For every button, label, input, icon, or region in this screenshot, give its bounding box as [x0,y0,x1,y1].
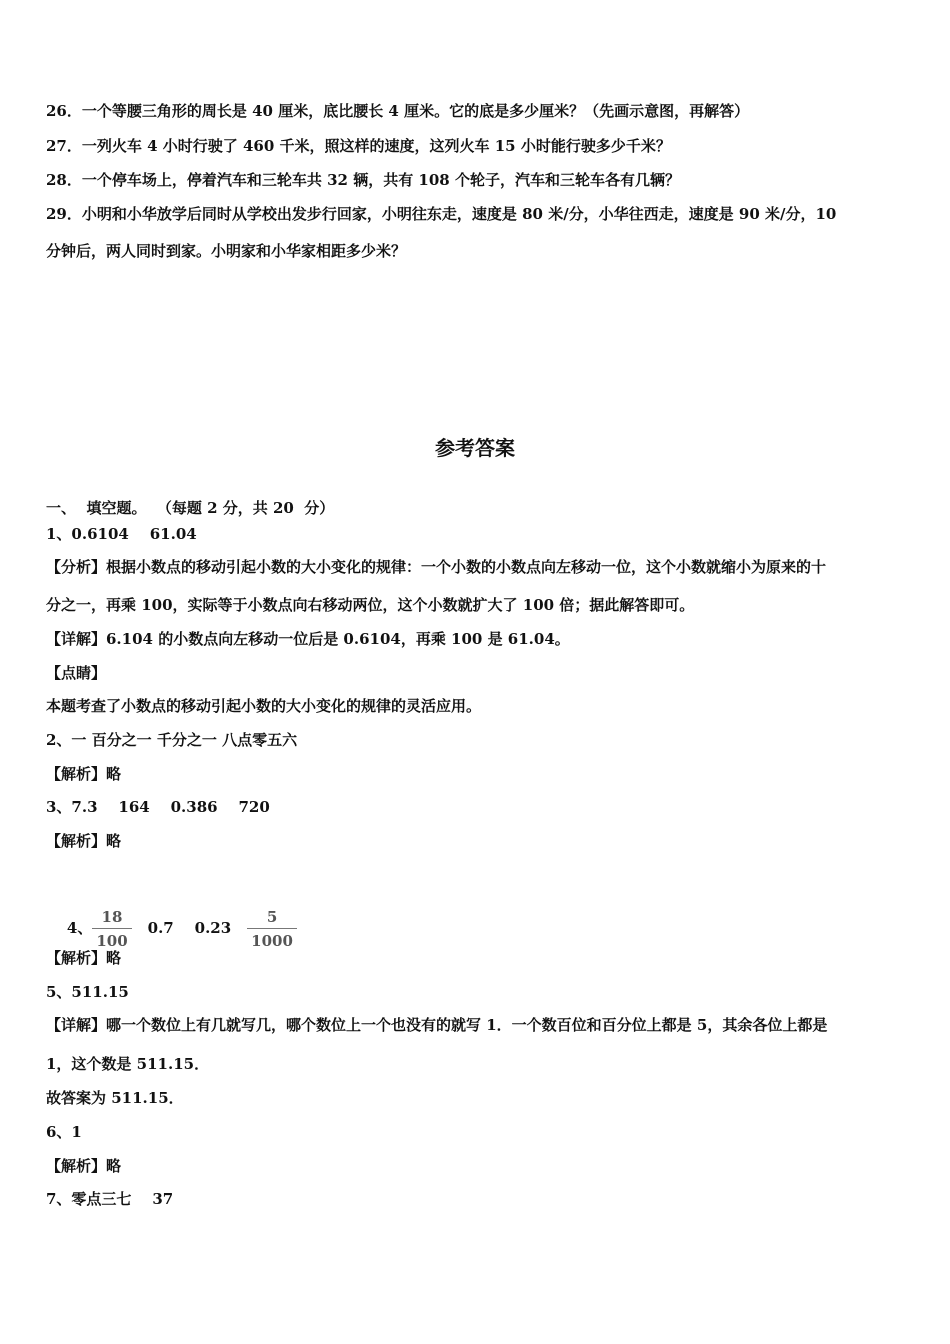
answer-3-analysis: 【解析】略 [46,832,122,850]
question-29-line-1: 29．小明和小华放学后同时从学校出发步行回家，小明往东走，速度是 80 米/分，小华往西走，速度是 90 米/分，10 [46,205,837,223]
answer-6-analysis: 【解析】略 [46,1157,122,1175]
answer-1-comment-label: 【点睛】 [46,664,107,682]
question-26: 26．一个等腰三角形的周长是 40 厘米，底比腰长 4 厘米。它的底是多少厘米？（先画示意图，再解答） [46,102,750,120]
answer-7: 7、零点三七 37 [46,1190,174,1208]
answer-4-middle: 0.7 0.23 [147,919,232,937]
answer-3: 3、7.3 164 0.386 720 [46,798,270,816]
answer-5: 5、511.15 [46,983,129,1001]
answer-1-analysis-line-1: 【分析】根据小数点的移动引起小数的大小变化的规律：一个小数的小数点向左移动一位，这个小数就缩小为原来的十 [46,558,827,576]
answer-1-detail: 【详解】6.104 的小数点向左移动一位后是 0.6104，再乘 100 是 61.04。 [46,630,570,648]
answers-title: 参考答案 [435,436,515,460]
answer-4-fraction-1 [92,908,131,950]
fraction-1-denominator: 100 [96,932,128,950]
question-27: 27．一列火车 4 小时行驶了 460 千米，照这样的速度，这列火车 15 小时能行驶多少千米？ [46,137,671,155]
answer-1-analysis-line-2: 分之一，再乘 100，实际等于小数点向右移动两位，这个小数就扩大了 100 倍；据此解答即可。 [46,596,695,614]
answer-4-fraction-2 [247,908,297,950]
answer-2: 2、一 百分之一 千分之一 八点零五六 [46,731,298,749]
answer-2-analysis: 【解析】略 [46,765,122,783]
section-1-heading: 一、 填空题。 （每题 2 分，共 20 分） [46,499,335,517]
fraction-1-numerator: 18 [92,908,131,929]
fraction-2-numerator: 5 [247,908,297,929]
answer-1-comment: 本题考查了小数点的移动引起小数的大小变化的规律的灵活应用。 [46,697,482,715]
fraction-2-denominator: 1000 [251,932,293,950]
answer-5-detail-line-1: 【详解】哪一个数位上有几就写几，哪个数位上一个也没有的就写 1．一个数百位和百分位上都是 5，其余各位上都是 [46,1016,828,1034]
question-28: 28．一个停车场上，停着汽车和三轮车共 32 辆，共有 108 个轮子，汽车和三轮车各有几辆？ [46,171,680,189]
answer-1: 1、0.6104 61.04 [46,525,197,543]
answer-4 [46,862,910,950]
answer-6: 6、1 [46,1123,82,1141]
question-29-line-2: 分钟后，两人同时到家。小明家和小华家相距多少米？ [46,242,407,260]
answer-5-conclusion: 故答案为 511.15． [46,1089,184,1107]
answer-5-detail-line-2: 1，这个数是 511.15． [46,1055,210,1073]
answer-4-analysis: 【解析】略 [46,949,122,967]
answer-4-prefix: 4、 [66,919,93,937]
